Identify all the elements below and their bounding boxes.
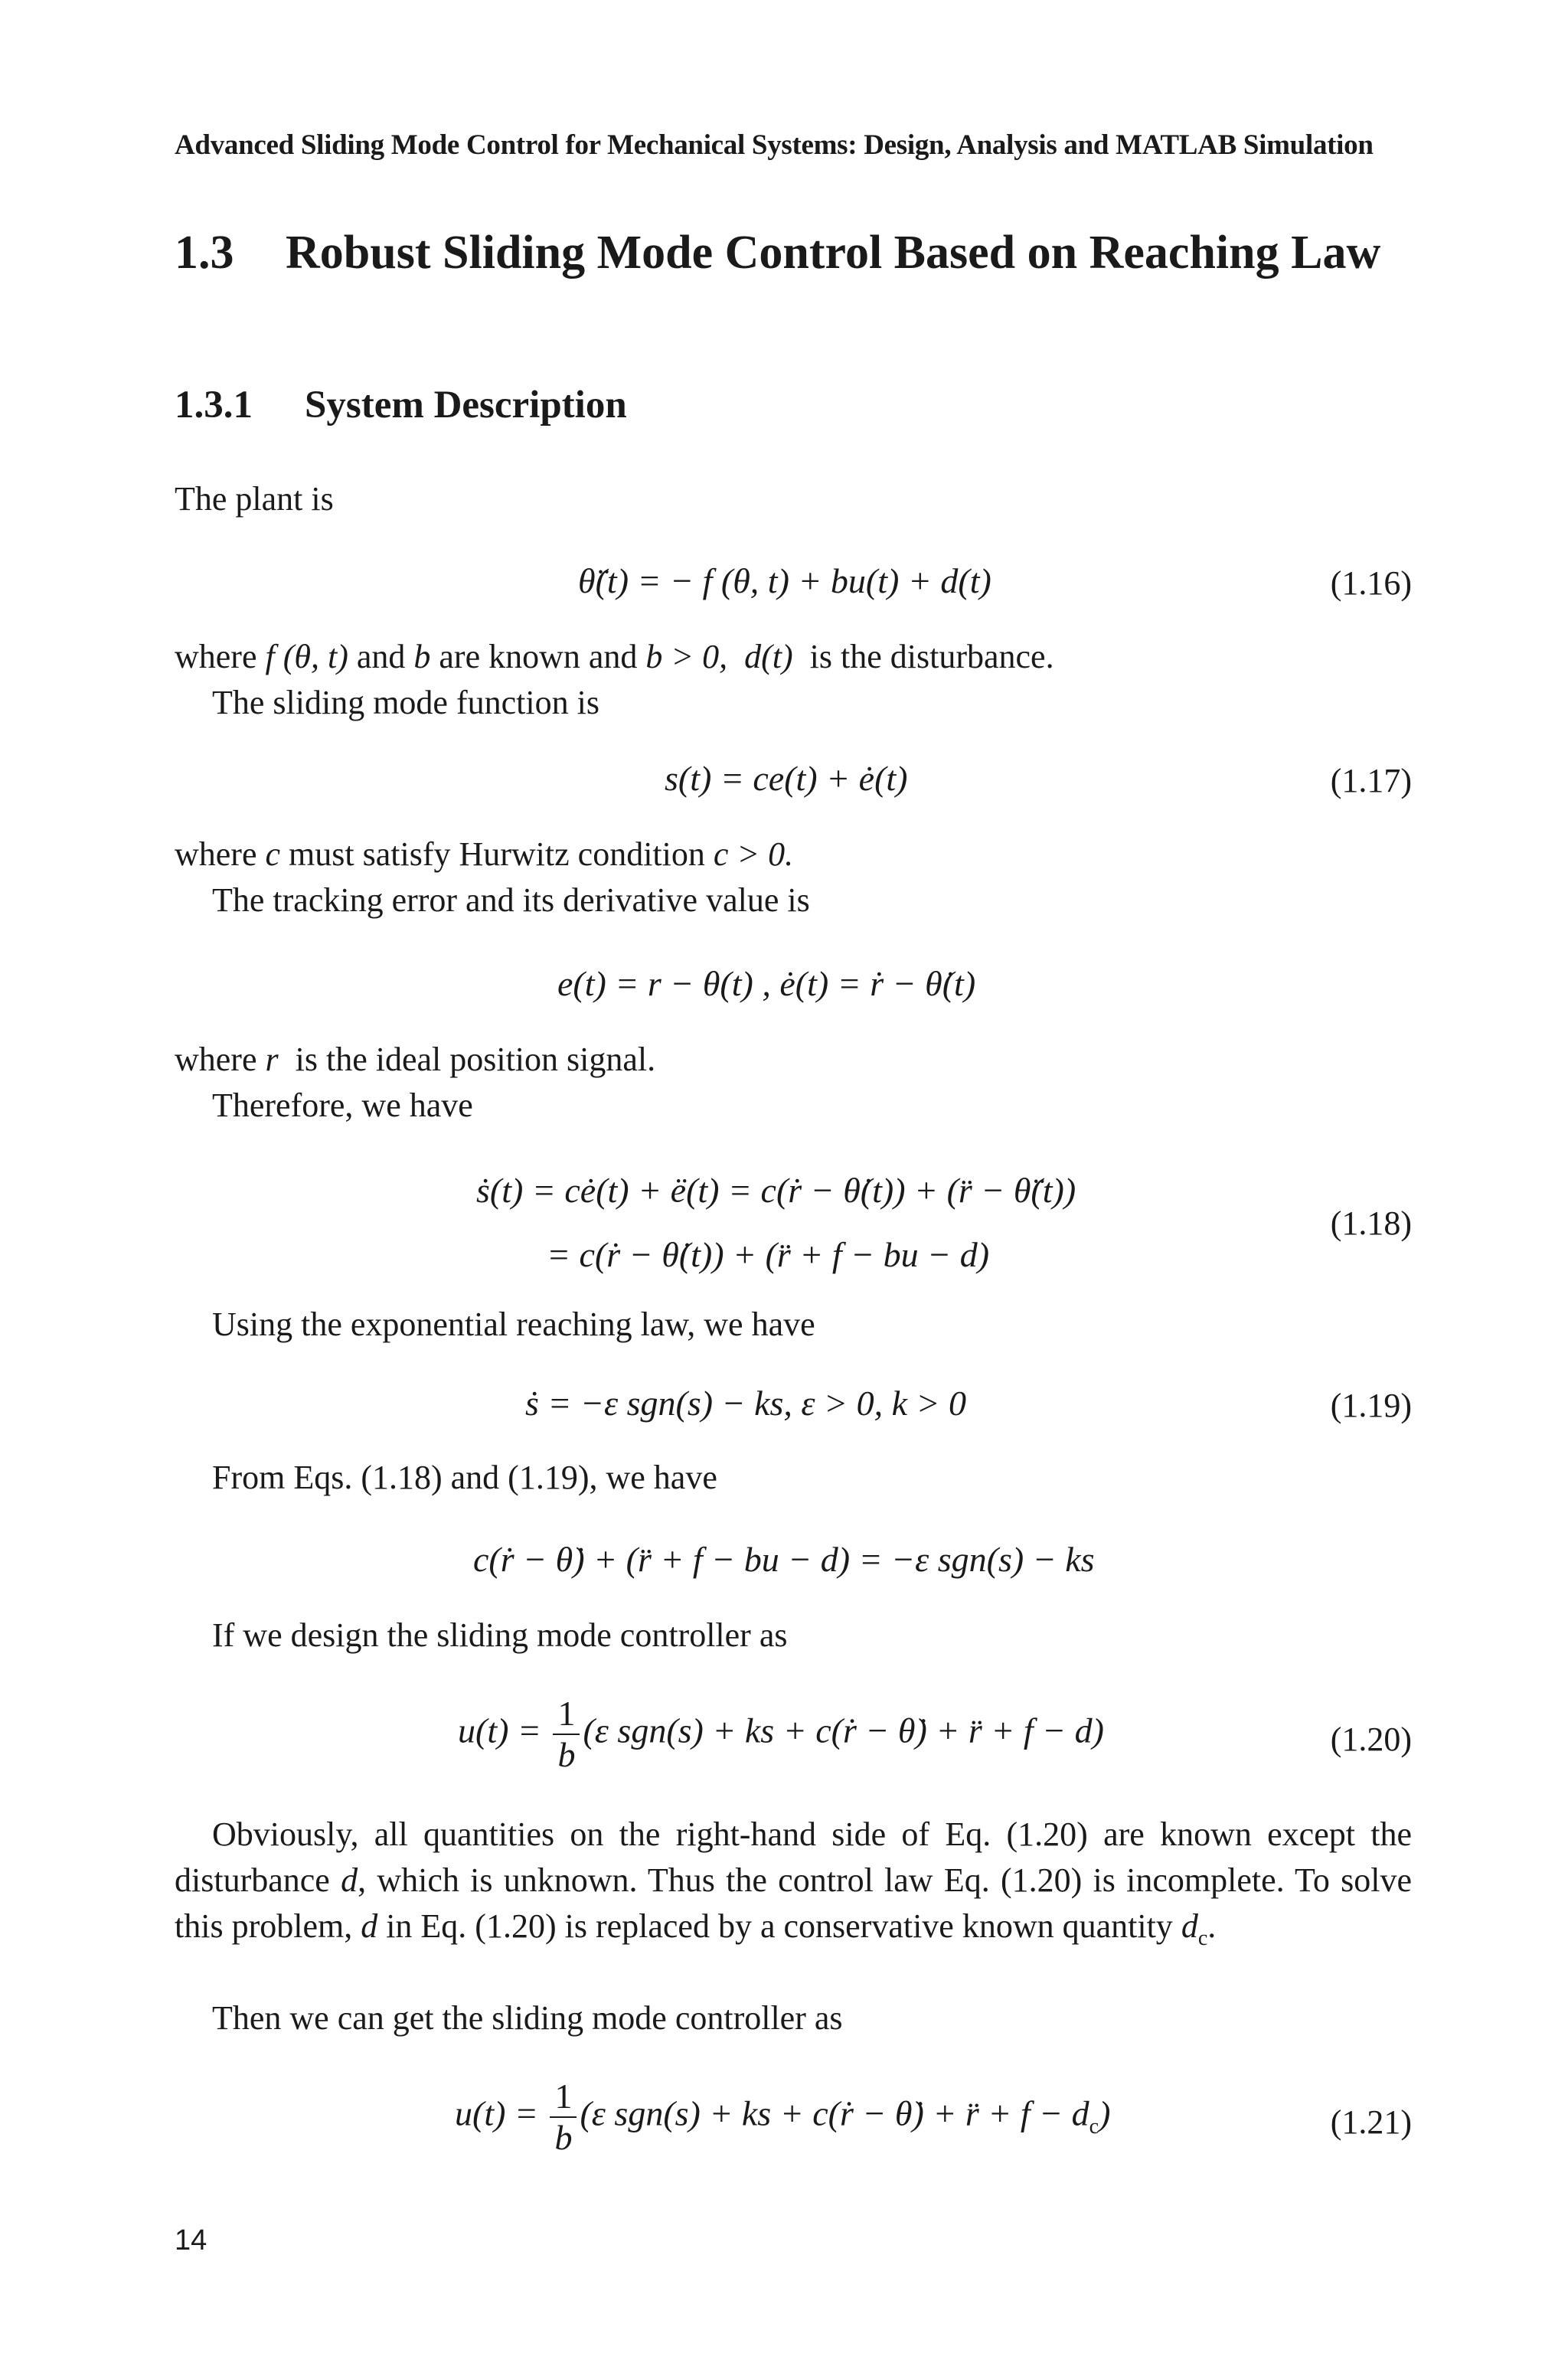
equation-number-1-21: (1.21) xyxy=(1330,2103,1412,2141)
equation-combined: c(ṙ − θ̇) + (r̈ + f − bu − d) = −ε sgn(s) − ks xyxy=(473,1540,1095,1579)
inline-math-b: b xyxy=(413,638,431,675)
section-title: Robust Sliding Mode Control Based on Reaching Law xyxy=(286,227,1381,279)
paragraph-tracking-error: The tracking error and its derivative value is xyxy=(212,881,810,919)
inline-math-c-positive: c > 0. xyxy=(713,835,794,873)
paragraph-plant: The plant is xyxy=(175,480,334,518)
paragraph-from-eqs: From Eqs. (1.18) and (1.19), we have xyxy=(212,1459,717,1496)
inline-math-f: f (θ, t) xyxy=(265,638,348,675)
subsection-heading xyxy=(175,383,627,427)
equation-tracking-error: e(t) = r − θ(t) , ė(t) = ṙ − θ̇(t) xyxy=(557,964,976,1003)
equation-1-18-line-2: = c(ṙ − θ̇(t)) + (r̈ + f − bu − d) xyxy=(547,1235,990,1274)
equation-1-21: u(t) = $\frac{1}{b}$ (ε sgn(s) + ks + c(ṙ − θ̇) + r̈ + $f - d_c$) xyxy=(455,2077,1111,2157)
inline-math-b-positive: b > 0, xyxy=(645,638,728,675)
paragraph-where-f: where f (θ, t) and b are known and b > 0, d(t) is the disturbance. xyxy=(175,638,1054,675)
subsection-number: 1.3.1 xyxy=(175,384,253,426)
section-heading xyxy=(175,226,1430,280)
running-head: Advanced Sliding Mode Control for Mechanical Systems: Design, Analysis and MATLAB Simulation xyxy=(175,129,1374,161)
page-number: 14 xyxy=(175,2224,207,2256)
paragraph-hurwitz: where c must satisfy Hurwitz condition c > 0. xyxy=(175,835,794,873)
paragraph-therefore: Therefore, we have xyxy=(212,1087,473,1124)
equation-number-1-20: (1.20) xyxy=(1330,1721,1412,1758)
inline-math-d-1: d xyxy=(341,1861,358,1899)
inline-math-c: c xyxy=(265,835,281,873)
subsection-title: System Description xyxy=(305,384,627,426)
fraction-one-over-b: $\frac{1}{b}$ xyxy=(553,1694,580,1775)
paragraph-obviously: Obviously, all quantities on the right-hand side of Eq. (1.20) are known except the disturbance d, which is unknown. Thus the control law Eq. (1.20) is incomplete. To solve this problem, d in Eq. (1.20) is replaced by a conservative known quantity $d_c$. xyxy=(175,1815,1412,1950)
equation-number-1-16: (1.16) xyxy=(1330,564,1412,602)
equation-1-18-line-1: ṡ(t) = cė(t) + ë(t) = c(ṙ − θ̇(t)) + (r̈ − θ̈(t)) xyxy=(476,1171,1076,1210)
fraction-one-over-b-2: $\frac{1}{b}$ xyxy=(550,2077,577,2158)
paragraph-design-controller: If we design the sliding mode controller as xyxy=(212,1616,788,1654)
paragraph-ideal-position: where r is the ideal position signal. xyxy=(175,1041,656,1078)
paragraph-reaching-law: Using the exponential reaching law, we have xyxy=(212,1306,815,1343)
equation-number-1-17: (1.17) xyxy=(1330,762,1412,799)
inline-math-d: d(t) xyxy=(744,638,793,675)
inline-math-d-2: d xyxy=(361,1907,378,1945)
inline-math-dc: $d_c$ xyxy=(1181,1907,1208,1950)
equation-1-17: s(t) = ce(t) + ė(t) xyxy=(665,759,908,798)
paragraph-then-controller: Then we can get the sliding mode controller as xyxy=(212,1999,843,2037)
equation-1-20: u(t) = $\frac{1}{b}$ (ε sgn(s) + ks + c(ṙ − θ̇) + r̈ + f − d) xyxy=(458,1694,1104,1774)
equation-number-1-19: (1.19) xyxy=(1330,1387,1412,1424)
section-number: 1.3 xyxy=(175,227,234,279)
equation-1-16: θ̈(t) = − f (θ, t) + bu(t) + d(t) xyxy=(578,561,991,600)
equation-1-19: ṡ = −ε sgn(s) − ks, ε > 0, k > 0 xyxy=(525,1384,967,1423)
equation-number-1-18: (1.18) xyxy=(1330,1204,1412,1242)
inline-math-r: r xyxy=(265,1041,279,1078)
paragraph-sliding-function: The sliding mode function is xyxy=(212,684,599,721)
